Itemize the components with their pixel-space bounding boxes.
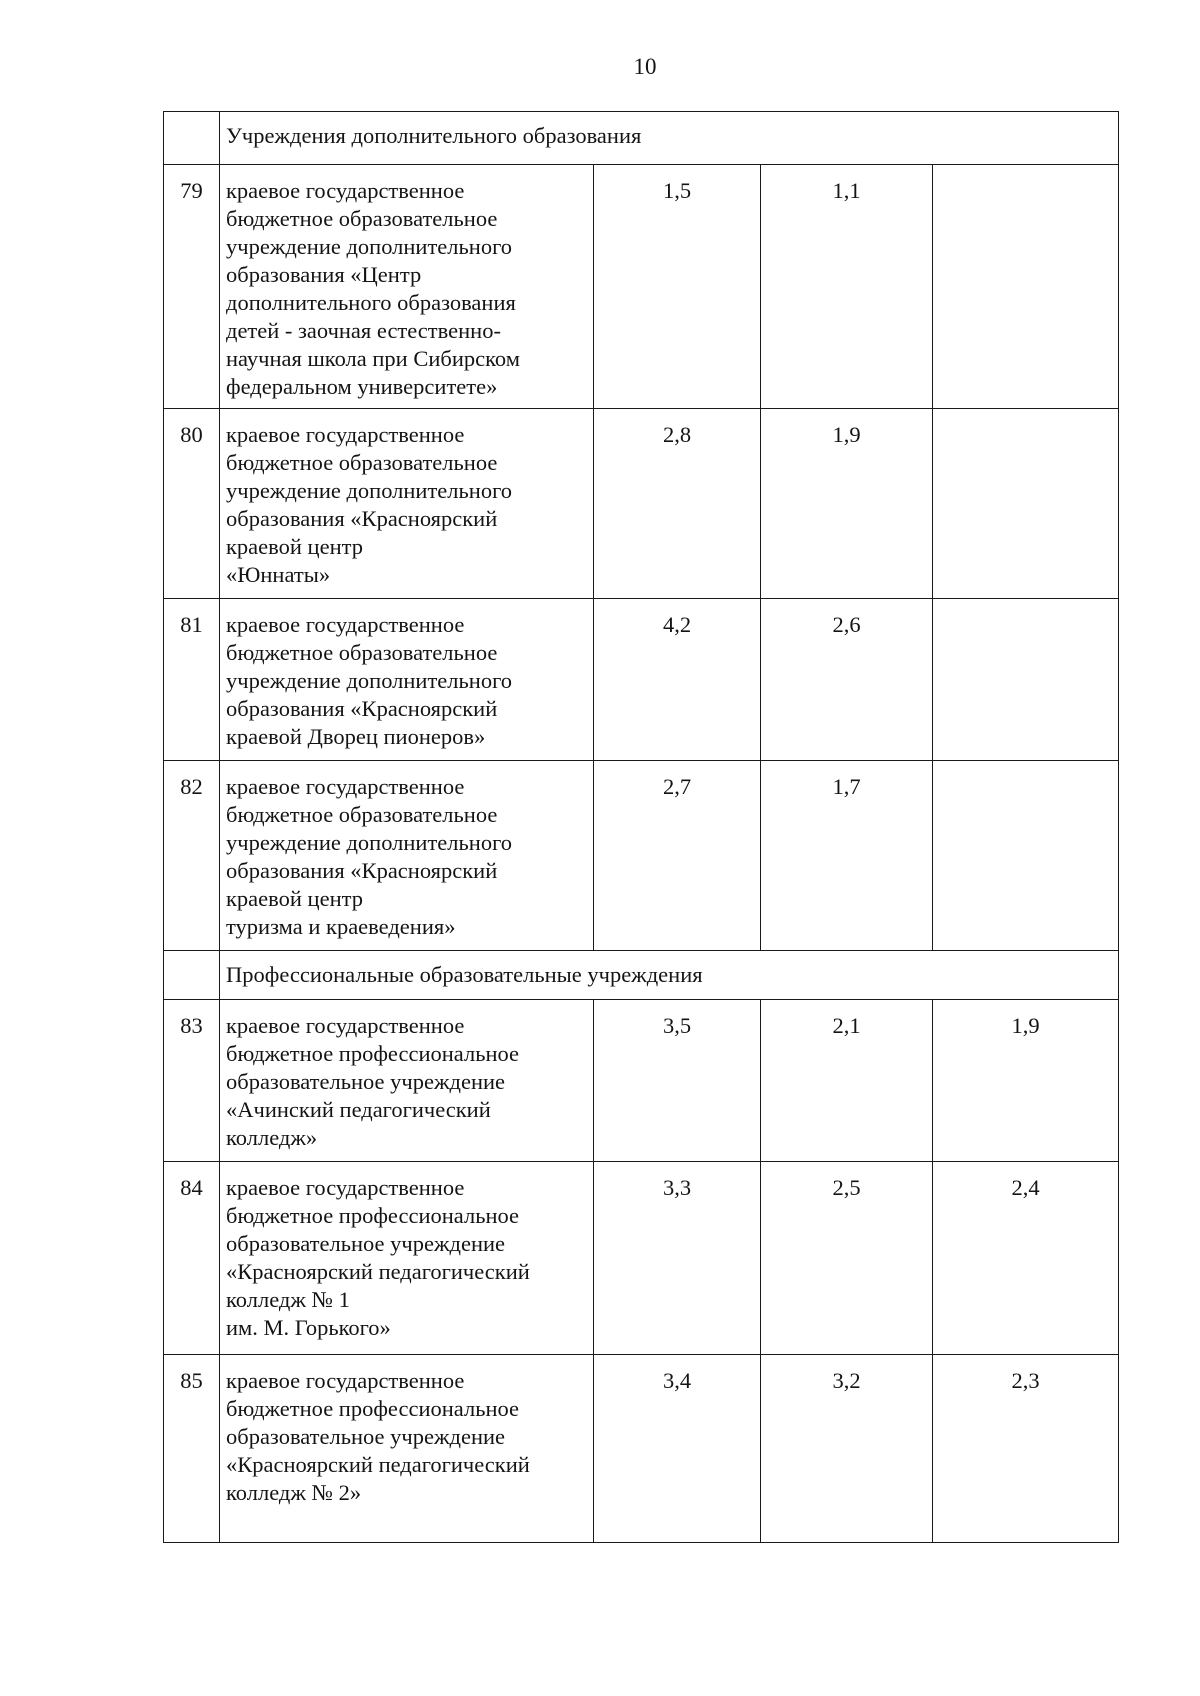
institution-name-line: краевое государственное [226,422,465,447]
institution-name-line: образования «Красноярский [226,506,498,531]
table-row [164,1000,1119,1162]
institution-name-line: бюджетное образовательное [226,640,498,665]
institution-name-line: образования «Центр [226,262,422,287]
institution-name-line: бюджетное профессиональное [226,1041,520,1066]
institution-name [220,1162,594,1355]
institution-name [220,599,594,761]
institution-name-line: краевое государственное [226,178,465,203]
section-number-cell [164,951,220,1000]
institution-name [220,1000,594,1162]
row-number: 81 [164,599,220,761]
institution-name-line: краевое государственное [226,612,465,637]
institution-name-line: бюджетное образовательное [226,206,498,231]
institution-name-line: «Красноярский педагогический [226,1452,530,1477]
value-cell-3: 1,9 [933,1000,1119,1162]
institution-name-line: учреждение дополнительного [226,478,512,503]
value-cell-2: 2,6 [761,599,933,761]
institution-name-line: научная школа при Сибирском [226,346,520,371]
institution-name-line: туризма и краеведения» [226,914,456,939]
value-cell-2: 2,5 [761,1162,933,1355]
table-row [164,761,1119,951]
value-cell-3: 2,4 [933,1162,1119,1355]
institution-name-line: образовательное учреждение [226,1231,506,1256]
row-number: 85 [164,1355,220,1543]
section-title: Профессиональные образовательные учреждения [220,951,1119,1000]
section-number-cell [164,112,220,165]
institution-name-line: бюджетное профессиональное [226,1203,520,1228]
value-cell-2: 1,1 [761,165,933,409]
value-cell-1: 2,7 [594,761,761,951]
institution-name-line: образовательное учреждение [226,1424,506,1449]
value-cell-1: 3,5 [594,1000,761,1162]
value-cell-3 [933,409,1119,599]
institution-name-line: дополнительного образования [226,290,516,315]
row-number: 82 [164,761,220,951]
institution-name-line: «Ачинский педагогический [226,1097,491,1122]
institution-name-line: «Красноярский педагогический [226,1259,530,1284]
value-cell-3: 2,3 [933,1355,1119,1543]
value-cell-2: 3,2 [761,1355,933,1543]
institution-name-line: краевой центр [226,886,363,911]
institution-name-line: образования «Красноярский [226,858,498,883]
table-row [164,1162,1119,1355]
section-title: Учреждения дополнительного образования [220,112,1119,165]
institution-name-line: краевое государственное [226,1013,465,1038]
institution-name-line: колледж № 2» [226,1480,362,1505]
value-cell-2: 1,9 [761,409,933,599]
value-cell-1: 1,5 [594,165,761,409]
institution-name-line: учреждение дополнительного [226,234,512,259]
institution-name-line: «Юннаты» [226,562,331,587]
institution-name [220,409,594,599]
value-cell-1: 3,3 [594,1162,761,1355]
table-row [164,165,1119,409]
row-number: 80 [164,409,220,599]
institution-name-line: краевое государственное [226,1175,465,1200]
institution-name-line: образовательное учреждение [226,1069,506,1094]
value-cell-2: 2,1 [761,1000,933,1162]
institution-name-line: колледж № 1 [226,1287,350,1312]
institution-name-line: детей - заочная естественно- [226,318,501,343]
table-row [164,409,1119,599]
institution-name-line: им. М. Горького» [226,1315,391,1340]
institution-name-line: учреждение дополнительного [226,830,512,855]
value-cell-1: 3,4 [594,1355,761,1543]
value-cell-1: 4,2 [594,599,761,761]
table-row [164,599,1119,761]
institution-name-line: краевое государственное [226,1368,465,1393]
institution-name-line: краевой Дворец пионеров» [226,724,486,749]
row-number: 84 [164,1162,220,1355]
institution-name-line: колледж» [226,1125,318,1150]
data-table [163,111,1119,1543]
value-cell-2: 1,7 [761,761,933,951]
value-cell-1: 2,8 [594,409,761,599]
value-cell-3 [933,599,1119,761]
row-number: 79 [164,165,220,409]
institution-name-line: бюджетное образовательное [226,450,498,475]
institution-name-line: краевой центр [226,534,363,559]
institution-name-line: учреждение дополнительного [226,668,512,693]
institution-name-line: бюджетное образовательное [226,802,498,827]
section-header-row [164,951,1119,1000]
institution-name-line: федеральном университете» [226,374,498,399]
institution-name-line: краевое государственное [226,774,465,799]
institution-name [220,761,594,951]
section-header-row [164,112,1119,165]
institution-name [220,165,594,409]
institution-name [220,1355,594,1543]
table-row [164,1355,1119,1543]
row-number: 83 [164,1000,220,1162]
institution-name-line: бюджетное профессиональное [226,1396,520,1421]
value-cell-3 [933,761,1119,951]
value-cell-3 [933,165,1119,409]
institution-name-line: образования «Красноярский [226,696,498,721]
page-number: 10 [633,54,657,79]
